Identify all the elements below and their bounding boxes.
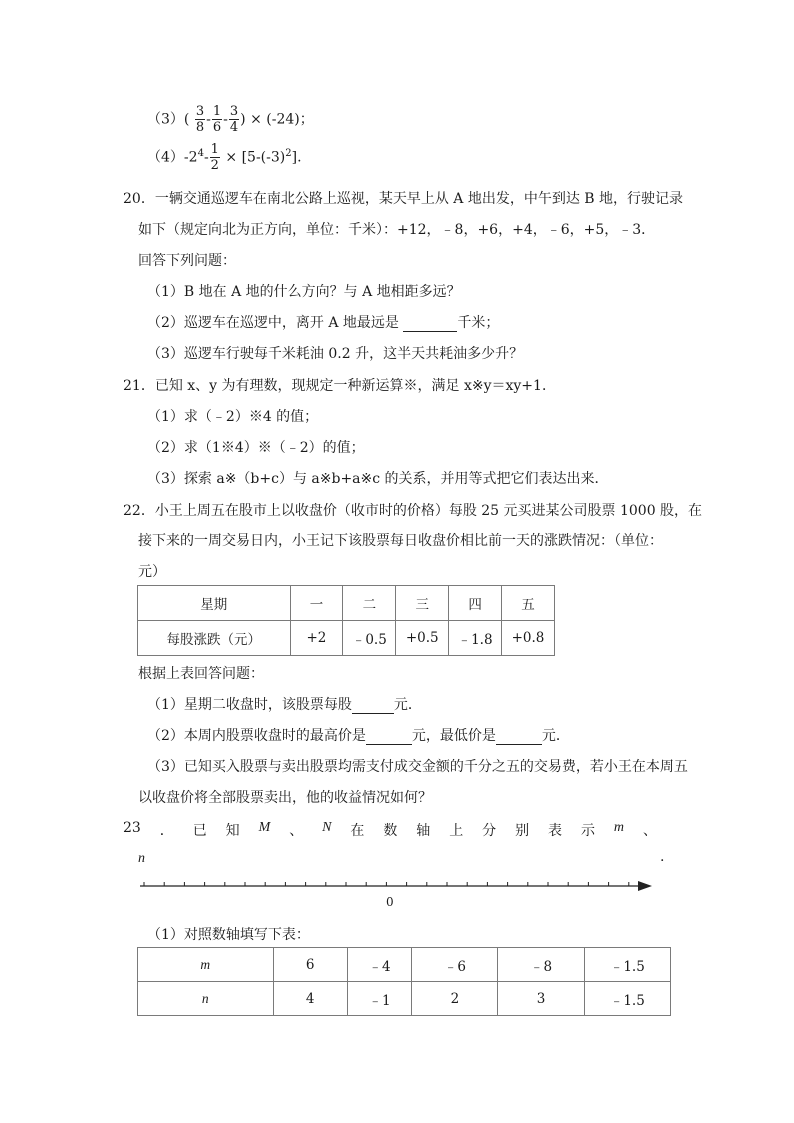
table-header-row [138, 586, 555, 621]
answer-blank[interactable] [352, 699, 394, 714]
open-paren: ( [183, 111, 190, 128]
q23-char: 示 [580, 823, 595, 839]
minus: - [206, 111, 211, 128]
q23-char: 轴 [416, 823, 431, 839]
numerator: 3 [195, 104, 205, 119]
table-header-cell: 星期 [138, 586, 291, 621]
item-3-expression [147, 104, 314, 135]
q23-line-1 [123, 820, 657, 840]
q23-table-title: （1）对照数轴填写下表： [147, 927, 310, 943]
bracket-expression: × [5-(-3) [220, 149, 286, 166]
q22-sub-1-unit: 元． [393, 697, 422, 713]
table-header-cell: 四 [449, 586, 502, 621]
item-number: （4） [147, 149, 184, 166]
q23-period: . [660, 849, 665, 865]
q20-sub-2-text: （2）巡逻车在巡逻中，离开 A 地最远是 [147, 315, 399, 331]
q22-sub-1-text: （1）星期二收盘时，该股票每股 [147, 697, 352, 713]
q22-after-table: 根据上表回答问题： [138, 666, 264, 682]
table-header-cell: 一 [290, 586, 343, 621]
q20-sub-2 [147, 312, 499, 332]
q23-char: 知 [225, 823, 240, 839]
numerator: 1 [212, 104, 222, 119]
exponent: 4 [197, 147, 204, 159]
table-cell: 4 [273, 982, 347, 1016]
item-number: （3） [147, 111, 184, 128]
table-row-label: m [138, 948, 274, 982]
table-row [138, 621, 555, 656]
table-cell: +0.5 [396, 621, 449, 656]
q23-char: 上 [449, 823, 464, 839]
q20-line-2: 如下（规定向北为正方向，单位：千米）：+12，﹣8，+6，+4，﹣6，+5，﹣3． [138, 222, 656, 238]
table-cell: ﹣1.8 [449, 621, 502, 656]
table-cell: ﹣4 [347, 948, 411, 982]
denominator: 2 [210, 158, 219, 173]
q22-sub-1 [147, 694, 422, 714]
q23-char: 、 [642, 823, 657, 839]
q23-char: 已 [192, 823, 207, 839]
table-cell: 2 [412, 982, 498, 1016]
table-cell: ﹣1 [347, 982, 411, 1016]
stock-change-table [137, 585, 555, 656]
close-expression: ) × (-24)； [240, 111, 314, 128]
q22-sub-2-unit: 元． [541, 728, 570, 744]
answer-blank[interactable] [496, 730, 542, 745]
q22-sub-2 [147, 725, 570, 745]
q22-sub-2-text: （2）本周内股票收盘时的最高价是 [147, 728, 366, 744]
table-cell: ﹣1.5 [584, 948, 670, 982]
item-4-expression [147, 142, 302, 173]
table-cell: ﹣1.5 [584, 982, 670, 1016]
q22-line-1: 22．小王上周五在股市上以收盘价（收市时的价格）每股 25 元买进某公司股票 1000 股，在 [123, 503, 703, 519]
q23-char: 表 [548, 823, 563, 839]
q21-sub-1: （1）求（﹣2）※4 的值； [147, 409, 319, 425]
numerator: 3 [229, 104, 239, 119]
q20-sub-1: （1）B 地在 A 地的什么方向？与 A 地相距多远？ [147, 284, 461, 300]
answer-blank[interactable] [403, 317, 457, 332]
table-cell: ﹣6 [412, 948, 498, 982]
table-header-cell: 五 [502, 586, 555, 621]
q20-line-1: 20．一辆交通巡逻车在南北公路上巡视，某天早上从 A 地出发，中午到达 B 地，行驶记录 [123, 191, 684, 207]
table-row [138, 982, 671, 1016]
q22-sub-3-line-1: （3）已知买入股票与卖出股票均需支付成交金额的千分之五的交易费，若小王在本周五 [147, 759, 688, 775]
q23-char: 数 [383, 823, 398, 839]
q21-sub-3: （3）探索 a※（b+c）与 a※b+a※c 的关系，并用等式把它们表达出来． [147, 471, 609, 487]
q23-char: 23 [123, 820, 141, 836]
table-cell: +2 [290, 621, 343, 656]
q22-sub-3-line-2: 以收盘价将全部股票卖出，他的收益情况如何？ [138, 790, 432, 806]
table-cell: 6 [273, 948, 347, 982]
denominator: 8 [195, 120, 205, 135]
fraction-1-2 [210, 142, 220, 173]
table-row-label: 每股涨跌（元） [138, 621, 291, 656]
q20-line-3: 回答下列问题： [138, 253, 236, 269]
minus: - [223, 111, 228, 128]
q21-line-1: 21．已知 x、y 为有理数，现规定一种新运算※，满足 x※y＝xy+1． [123, 378, 556, 394]
q22-sub-2-mid: 元，最低价是 [411, 728, 496, 744]
arrow-icon [638, 881, 652, 891]
q22-line-3: 元） [138, 564, 166, 580]
q23-n-label: n [138, 851, 145, 866]
table-cell: +0.8 [502, 621, 555, 656]
table-header-cell: 三 [396, 586, 449, 621]
q23-char: 、 [289, 823, 304, 839]
numerator: 1 [210, 142, 219, 157]
table-cell: 3 [498, 982, 584, 1016]
table-row [138, 948, 671, 982]
q23-char: 分 [482, 823, 497, 839]
fraction-1-6 [212, 104, 222, 135]
answer-blank[interactable] [366, 730, 412, 745]
denominator: 6 [212, 120, 222, 135]
q23-char: ． [159, 823, 174, 839]
q23-char: M [258, 820, 271, 835]
denominator: 4 [229, 120, 239, 135]
number-line-zero-label: 0 [386, 895, 394, 909]
table-cell: ﹣8 [498, 948, 584, 982]
q20-sub-2-unit: 千米； [457, 315, 500, 331]
table-header-cell: 二 [343, 586, 396, 621]
q23-char: N [322, 820, 332, 835]
table-cell: ﹣0.5 [343, 621, 396, 656]
number-line [130, 872, 660, 902]
exponent: 2 [285, 147, 292, 159]
q21-sub-2: （2）求（1※4）※（﹣2）的值； [147, 440, 365, 456]
q23-char: m [613, 820, 625, 835]
table-row-label: n [138, 982, 274, 1016]
close-bracket: ]. [291, 149, 302, 166]
fraction-3-8 [195, 104, 205, 135]
fraction-3-4 [229, 104, 239, 135]
base: -2 [183, 149, 198, 166]
q23-char: 在 [350, 823, 365, 839]
minus: - [203, 149, 209, 166]
q22-line-2: 接下来的一周交易日内，小王记下该股票每日收盘价相比前一天的涨跌情况：（单位： [138, 533, 663, 549]
q20-sub-3: （3）巡逻车行驶每千米耗油 0.2 升，这半天共耗油多少升？ [147, 346, 524, 362]
q23-char: 别 [515, 823, 530, 839]
mn-table [137, 947, 671, 1016]
